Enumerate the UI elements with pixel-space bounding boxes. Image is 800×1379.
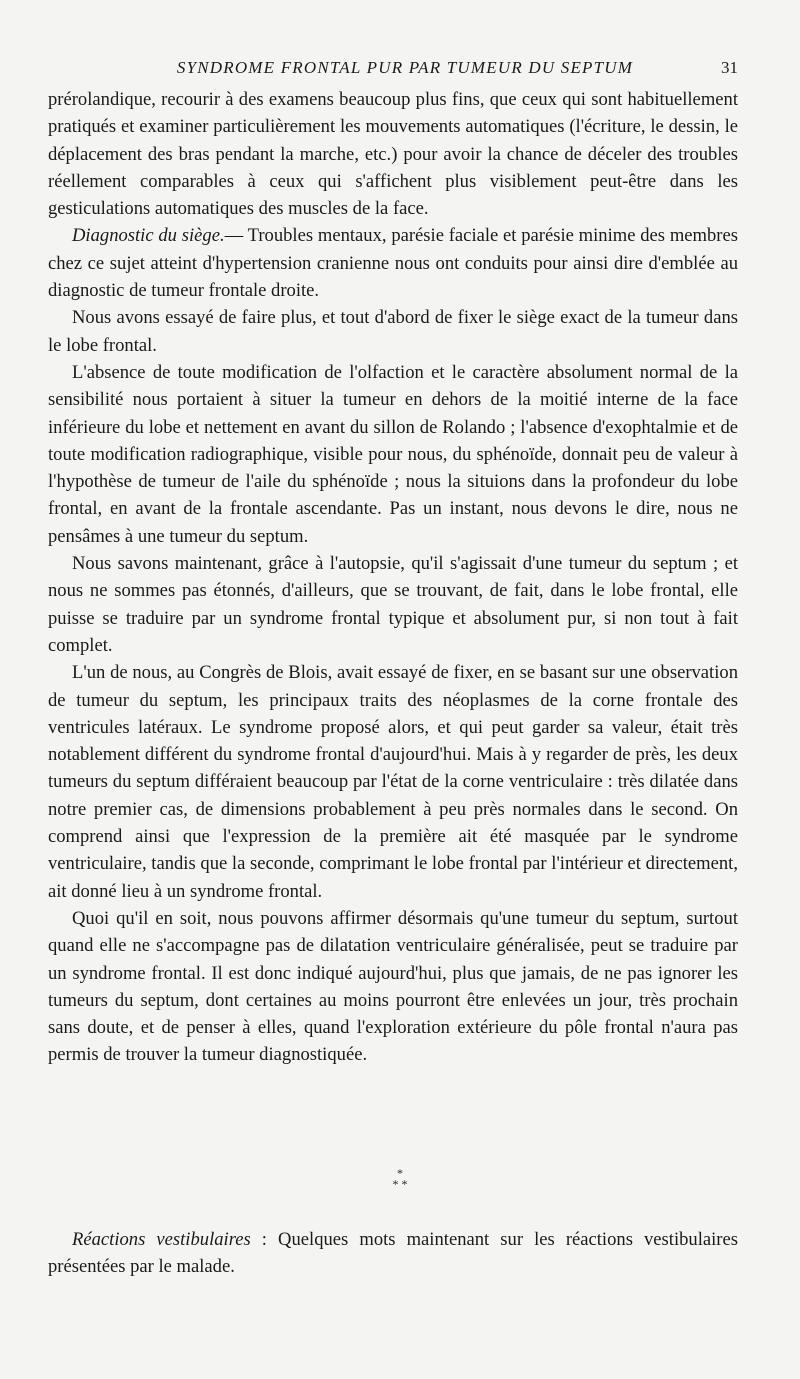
section-vestibular <box>48 1226 738 1281</box>
paragraph-text: Quoi qu'il en soit, nous pouvons affirmer désormais qu'une tumeur du septum, surtout quand elle ne s'accompagne pas de dilatation ventriculaire généralisée, peut se traduire par un syndrome frontal. Il est donc indiqué aujourd'hui, plus que jamais, de ne pas ignorer les tumeurs du septum, dont certaines au moins pourront être enlevées un jour, très prochain sans doute, et de penser à elles, quand l'exploration extérieure du pôle frontal n'aura pas permis de trouver la tumeur diagnostiquée. <box>48 907 738 1066</box>
paragraph <box>48 359 738 550</box>
paragraph-text: L'absence de toute modification de l'olfaction et le caractère absolument normal de la sensibilité nous portaient à situer la tumeur en dehors de la moitié interne de la face inférieure du lobe et nettement en avant du sillon de Rolando ; l'absence d'exophtalmie et de toute modification radiographique, visible pour nous, du sphénoïde, donnait peu de valeur à l'hypothèse de tumeur de l'aile du sphénoïde ; nous la situions dans la profondeur du lobe frontal, en avant de la frontale ascendante. Pas un instant, nous devons le dire, nous ne pensâmes à une tumeur du septum. <box>48 361 738 547</box>
paragraph-text: — Troubles mentaux, parésie faciale et parésie minime des membres chez ce sujet atteint d'hypertension cranienne nous ont conduits pour ainsi dire d'emblée au diagnostic de tumeur frontale droite. <box>48 225 738 302</box>
page-number: 31 <box>721 58 738 77</box>
paragraph <box>48 1226 738 1281</box>
paragraph-text: L'un de nous, au Congrès de Blois, avait essayé de fixer, en se basant sur une observation de tumeur du septum, les principaux traits des néoplasmes de la corne frontale des ventricules latéraux. Le syndrome proposé alors, et qui peut garder sa valeur, était très notablement différent du syndrome frontal d'aujourd'hui. Mais à y regarder de près, les deux tumeurs du septum différaient beaucoup par l'état de la corne ventriculaire : très dilatée dans notre premier cas, de dimensions probablement à peu près normales dans le second. On comprend ainsi que l'expression de la première ait été masquée par le syndrome ventriculaire, tandis que la seconde, comprimant le lobe frontal par l'intérieur et directement, ait donné lieu à un syndrome frontal. <box>48 662 738 902</box>
paragraph <box>48 222 738 304</box>
running-title: SYNDROME FRONTAL PUR PAR TUMEUR DU SEPTUM <box>176 58 634 77</box>
section-text: : Quelques mots maintenant sur les réactions vestibulaires présentées par le malade. <box>48 1229 738 1278</box>
paragraph-text: Nous avons essayé de faire plus, et tout d'abord de fixer le siège exact de la tumeur dans le lobe frontal. <box>48 307 738 356</box>
body-text <box>48 86 738 1069</box>
paragraph-heading: Diagnostic du siège. <box>72 225 225 247</box>
running-head <box>48 58 738 82</box>
paragraph-text: prérolandique, recourir à des examens beaucoup plus fins, que ceux qui sont habituellement pratiqués et examiner particulièrement les mouvements automatiques (l'écriture, le dessin, le déplacement des bras pendant la marche, etc.) pour avoir la chance de déceler des troubles réellement comparables à ceux qui s'affichent plus visiblement peut-être dans les gesticulations automatiques des muscles de la face. <box>48 89 738 220</box>
paragraph-text: Nous savons maintenant, grâce à l'autopsie, qu'il s'agissait d'une tumeur du septum ; et nous ne sommes pas étonnés, d'ailleurs, que se trouvant, de fait, dans le lobe frontal, elle puisse se traduire par un syndrome frontal typique et absolument pur, si non tout à fait complet. <box>48 553 738 656</box>
paragraph <box>48 905 738 1069</box>
section-heading: Réactions vestibulaires <box>72 1229 251 1250</box>
paragraph <box>48 86 738 222</box>
paragraph <box>48 550 738 659</box>
asterism <box>0 1168 800 1190</box>
asterism-bottom: * * <box>392 1177 408 1191</box>
asterism-top: * <box>397 1166 403 1180</box>
paragraph <box>48 659 738 905</box>
paragraph <box>48 304 738 359</box>
